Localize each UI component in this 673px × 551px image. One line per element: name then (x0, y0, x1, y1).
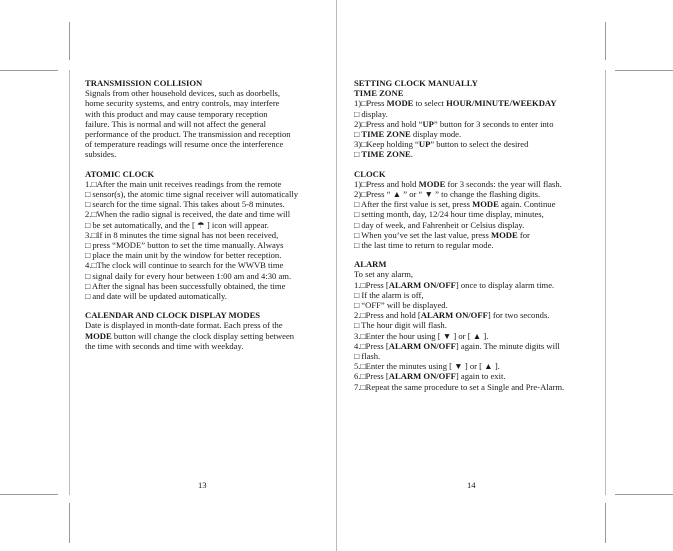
text-line: 2.□When the radio signal is received, the date and time will (85, 209, 291, 220)
section-title: ALARM (354, 259, 387, 270)
text-line: Signals from other household devices, such as doorbells, (85, 88, 280, 99)
text-line: 5.□Enter the minutes using [ ▼ ] or [ ▲ ]. (354, 361, 500, 372)
text-line: Date is displayed in month-date format. Each press of the (85, 320, 283, 331)
calendar-clock-display-section (85, 310, 325, 351)
text-line: 1.□After the main unit receives readings from the remote (85, 178, 282, 189)
text-line: □ be set automatically, and the [ ☂ ] icon will appear. (85, 219, 269, 230)
text-line: □ press “MODE” button to set the time manually. Always (85, 240, 284, 251)
section-title: ATOMIC CLOCK (85, 168, 155, 179)
text-line: To set any alarm, (354, 269, 414, 280)
text-line: □ flash. (354, 351, 381, 362)
transmission-collision-section (85, 78, 325, 160)
crop-mark (605, 503, 606, 543)
section-title: TRANSMISSION COLLISION (85, 78, 203, 88)
text-line: 1.□Press [ALARM ON/OFF] once to display alarm time. (354, 279, 555, 290)
alarm-section (354, 259, 594, 392)
text-line: □ sensor(s), the atomic time signal receiver will automatically (85, 189, 299, 200)
clock-section (354, 169, 594, 251)
text-line: 4.□The clock will continue to search for the WWVB time (85, 260, 284, 271)
right-page (354, 78, 594, 401)
text-line: 2)□Press and hold “UP” button for 3 seconds to enter into (354, 118, 554, 129)
text-line: 3.□If in 8 minutes the time signal has not been received, (85, 229, 279, 240)
text-line: □ “OFF” will be displayed. (354, 300, 448, 311)
page-number: 13 (198, 480, 207, 490)
text-line: subsides. (85, 149, 117, 160)
text-line: 2.□Press and hold [ALARM ON/OFF] for two seconds. (354, 310, 550, 321)
text-line: □ TIME ZONE. (354, 149, 413, 160)
crop-mark (0, 494, 58, 495)
text-line: □ The hour digit will flash. (354, 320, 447, 331)
text-line: □ setting month, day, 12/24 hour time display, minutes, (354, 209, 544, 220)
text-line: MODE button will change the clock display setting between (85, 330, 295, 341)
crop-mark (615, 70, 673, 71)
text-line: performance of the product. The transmission and reception (85, 129, 291, 140)
text-line: 6.□Press [ALARM ON/OFF] again to exit. (354, 371, 506, 382)
text-line: □ day of week, and Fahrenheit or Celsius display. (354, 219, 525, 230)
text-line: □ If the alarm is off, (354, 289, 424, 300)
text-line: 4.□Press [ALARM ON/OFF] again. The minute digits will (354, 340, 560, 351)
section-title: CLOCK (354, 168, 386, 179)
text-line: □ the last time to return to regular mode. (354, 240, 494, 251)
text-line: with this product and may cause temporary reception (85, 108, 268, 119)
fold-line (336, 0, 337, 551)
text-line: □ search for the time signal. This takes about 5-8 minutes. (85, 199, 285, 210)
text-line: 2)□Press “ ▲ ” or “ ▼ ” to change the flashing digits. (354, 189, 541, 200)
page-number: 14 (467, 480, 476, 490)
text-line: □ signal daily for every hour between 1:00 am and 4:30 am. (85, 270, 292, 281)
text-line: □ TIME ZONE display mode. (354, 129, 462, 140)
text-line: □ After the signal has been successfully obtained, the time (85, 280, 286, 291)
text-line: □ place the main unit by the window for better reception. (85, 250, 282, 261)
text-line: of temperature readings will resume once the interference (85, 139, 284, 150)
crop-mark (615, 494, 673, 495)
crop-mark (0, 70, 58, 71)
left-page (85, 78, 325, 360)
crop-mark (69, 503, 70, 543)
text-line: home security systems, and entry controls, may interfere (85, 98, 280, 109)
crop-mark (605, 22, 606, 60)
text-line: 1)□Press and hold MODE for 3 seconds: the year will flash. (354, 178, 562, 189)
setting-clock-manually-section (354, 78, 594, 160)
crop-mark (69, 22, 70, 60)
text-line: 3.□Enter the hour using [ ▼ ] or [ ▲ ]. (354, 330, 489, 341)
section-title: CALENDAR AND CLOCK DISPLAY MODES (85, 310, 261, 321)
section-title: SETTING CLOCK MANUALLY (354, 78, 478, 88)
section-subtitle: TIME ZONE (354, 88, 404, 99)
text-line: failure. This is normal and will not affect the general (85, 118, 267, 129)
text-line: the time with seconds and time with weekday. (85, 340, 244, 351)
text-line: 1)□Press MODE to select HOUR/MINUTE/WEEKDAY (354, 98, 557, 109)
text-line: □ and date will be updated automatically. (85, 291, 227, 302)
text-line: □ When you’ve set the last value, press MODE for (354, 229, 530, 240)
text-line: 7.□Repeat the same procedure to set a Single and Pre-Alarm. (354, 381, 565, 392)
atomic-clock-section (85, 169, 325, 302)
text-line: □ display. (354, 108, 388, 119)
text-line: □ After the first value is set, press MODE again. Continue (354, 199, 556, 210)
text-line: 3)□Keep holding “UP” button to select the desired (354, 139, 529, 150)
